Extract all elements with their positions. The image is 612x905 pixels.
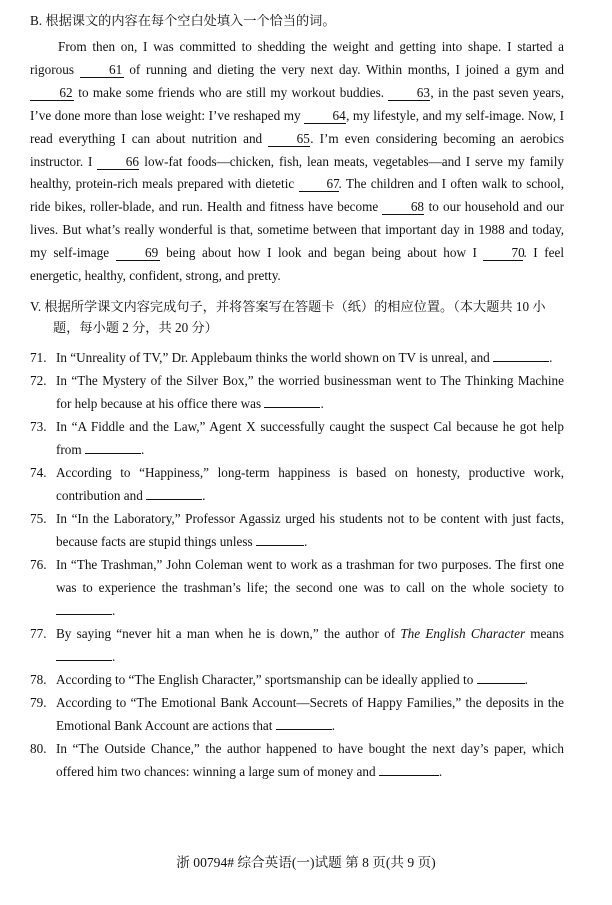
blank-67: 67 xyxy=(299,176,339,192)
question-end: . xyxy=(140,441,145,457)
question-text: According to “Happiness,” long-term happiness is based on honesty, productive work, contribution and xyxy=(56,464,564,503)
question-number: 74. xyxy=(30,464,47,480)
question-text: In “In the Laboratory,” Professor Agassiz urged his students not to be content with just facts, because facts are stupid things unless xyxy=(56,510,564,549)
question-number: 77. xyxy=(30,625,47,641)
question-end: . xyxy=(438,763,443,779)
cloze-passage xyxy=(30,36,564,288)
question-number: 75. xyxy=(30,510,47,526)
passage-text: . I feel energetic, healthy, confident, strong, and pretty. xyxy=(30,245,565,284)
question-end: . xyxy=(112,602,116,618)
blank-69: 69 xyxy=(116,245,160,261)
exam-page xyxy=(30,12,564,783)
question-78 xyxy=(30,668,564,691)
section-b-heading: B. 根据课文的内容在每个空白处填入一个恰当的词。 xyxy=(30,13,336,28)
answer-blank xyxy=(264,393,320,408)
passage-text: to make some friends who are still my workout buddies. xyxy=(74,84,389,100)
question-71 xyxy=(30,346,564,369)
answer-blank xyxy=(276,715,332,730)
blank-64: 64 xyxy=(304,108,346,124)
question-75 xyxy=(30,507,564,553)
question-76 xyxy=(30,553,564,622)
passage-text: low-fat foods—chicken, fish, lean meats, vegetables—and I serve my family healthy, protein-rich meals prepared with dietetic xyxy=(30,153,564,192)
question-73 xyxy=(30,415,564,461)
question-list xyxy=(30,346,564,783)
answer-blank xyxy=(493,347,549,362)
question-end: . xyxy=(303,533,308,549)
question-number: 71. xyxy=(30,349,47,365)
question-number: 79. xyxy=(30,694,47,710)
answer-blank xyxy=(56,646,112,661)
passage-text: to our household and our lives. But what’s really wonderful is that, sometime between that important day in 1988 and today, my self-image xyxy=(30,199,564,261)
passage-text: . The children and I often walk to school, ride bikes, roller-blade, and run. Health and fitness have become xyxy=(30,176,564,215)
blank-65: 65 xyxy=(268,131,310,147)
blank-70: 70 xyxy=(483,245,523,261)
blank-66: 66 xyxy=(97,154,139,170)
question-end: . xyxy=(524,671,528,687)
answer-blank xyxy=(146,485,202,500)
blank-62: 62 xyxy=(30,85,74,101)
question-text: In “The Mystery of the Silver Box,” the worried businessman went to The Thinking Machine for help because at his office there was xyxy=(56,372,564,411)
answer-blank xyxy=(56,600,112,615)
blank-61: 61 xyxy=(80,62,124,78)
passage-text: . I’m even considering becoming an aerobics instructor. I xyxy=(30,130,564,169)
blank-68: 68 xyxy=(382,199,424,215)
question-text: According to “The English Character,” sportsmanship can be ideally applied to xyxy=(56,671,477,687)
question-79 xyxy=(30,691,564,737)
question-end: . xyxy=(112,648,116,664)
passage-text: of running and dieting the very next day. Within months, I joined a gym and xyxy=(123,61,564,77)
passage-text: , in the past seven years, I’ve done more than lose weight: I’ve reshaped my xyxy=(30,84,564,123)
passage-text: From then on, I was committed to shedding the weight and getting into shape. I started a rigorous xyxy=(30,39,564,77)
passage-text: , my lifestyle, and my self-image. Now, I read everything I can about nutrition and xyxy=(30,107,564,146)
question-74 xyxy=(30,461,564,507)
answer-blank xyxy=(85,439,141,454)
question-number: 73. xyxy=(30,418,47,434)
question-end: . xyxy=(320,395,324,411)
question-text: In “Unreality of TV,” Dr. Applebaum thinks the world shown on TV is unreal, and xyxy=(56,349,494,365)
question-text: In “The Outside Chance,” the author happened to have bought the next day’s paper, which offered him two chances: winning a large sum of money and xyxy=(56,740,564,779)
answer-blank xyxy=(477,669,525,684)
question-text: In “A Fiddle and the Law,” Agent X successfully caught the suspect Cal because he got help from xyxy=(56,418,564,457)
question-72 xyxy=(30,369,564,415)
question-text: By saying “never hit a man when he is down,” the author of xyxy=(56,625,401,641)
question-end: . xyxy=(331,717,336,733)
section-v-heading: V. 根据所学课文内容完成句子，并将答案写在答题卡（纸）的相应位置。（本大题共 10 小题，每小题 2 分，共 20 分） xyxy=(30,298,546,335)
answer-blank xyxy=(256,531,304,546)
question-end: . xyxy=(549,349,553,365)
question-number: 80. xyxy=(30,740,47,756)
answer-blank xyxy=(379,761,439,776)
question-end: . xyxy=(202,487,206,503)
question-number: 72. xyxy=(30,372,47,388)
question-number: 78. xyxy=(30,671,47,687)
question-text: In “The Trashman,” John Coleman went to work as a trashman for two purposes. The first one was to experience the trashman’s life; the second one was to call on the whole society to xyxy=(56,556,564,595)
question-text: According to “The Emotional Bank Account—Secrets of Happy Families,” the deposits in the Emotional Bank Account are actions that xyxy=(56,694,564,733)
question-text-cont: means xyxy=(525,625,564,641)
question-80 xyxy=(30,737,564,783)
page-footer: 浙 00794# 综合英语(一)试题 第 8 页(共 9 页) xyxy=(176,855,436,870)
blank-63: 63 xyxy=(388,85,430,101)
question-number: 76. xyxy=(30,556,47,572)
book-title: The English Character xyxy=(400,625,526,641)
passage-text: being about how I look and began being about how I xyxy=(159,245,484,261)
question-77 xyxy=(30,622,564,668)
